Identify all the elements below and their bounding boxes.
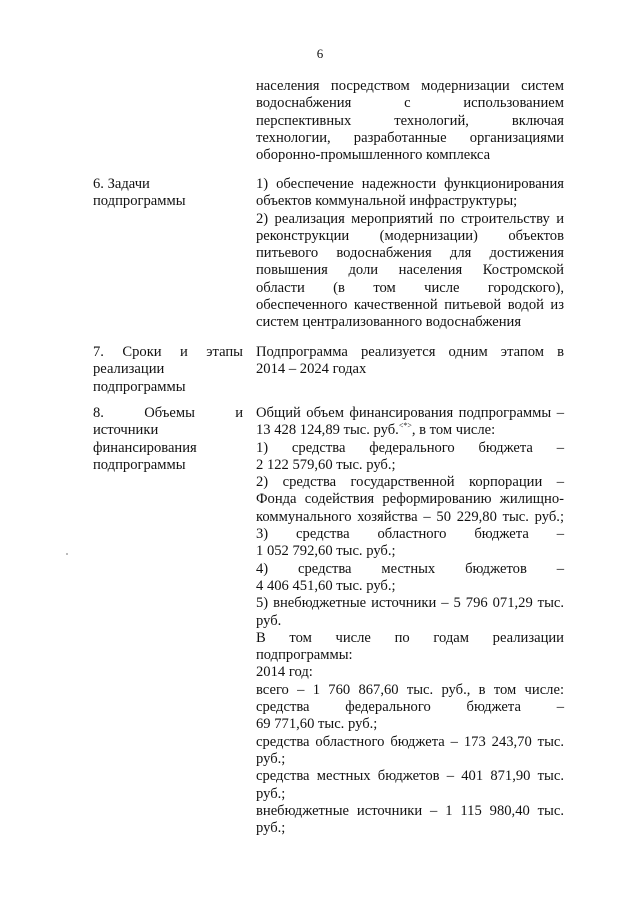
content-line — [256, 176, 564, 193]
content-text: 2014 год: — [256, 664, 313, 681]
content-text: средства областного бюджета – 173 243,70 тыс. — [256, 733, 564, 750]
content-text: 3) средства областного бюджета – — [256, 526, 564, 543]
label-text: 6. Задачи — [93, 176, 150, 192]
content-text: средства местных бюджетов – 401 871,90 тыс. — [256, 768, 564, 785]
content-line — [256, 786, 564, 803]
content-text: 13 428 124,89 тыс. руб. — [256, 422, 399, 439]
content-line — [256, 361, 564, 378]
label-line — [93, 176, 243, 193]
content-line — [256, 509, 564, 526]
content-line — [256, 613, 564, 630]
content-text: 4) средства местных бюджетов – — [256, 560, 564, 577]
content-text: Общий объем финансирования подпрограммы – — [256, 405, 564, 421]
content-line — [256, 768, 564, 785]
content-line — [256, 422, 564, 439]
content-line — [256, 130, 564, 147]
content-text: повышения доли населения Костромской — [256, 262, 564, 279]
content-line — [256, 113, 564, 130]
content-line — [256, 491, 564, 508]
content-line — [256, 314, 564, 331]
label-text: подпрограммы — [93, 193, 186, 210]
content-text: внебюджетные источники – 1 115 980,40 тыс. — [256, 802, 564, 819]
content-text-continuation: , в том числе: — [411, 422, 496, 439]
content-text: 1) средства федерального бюджета – — [256, 439, 564, 456]
content-line — [256, 578, 564, 595]
row-content — [256, 78, 564, 164]
content-text: объектов коммунальной инфраструктуры; — [256, 193, 518, 210]
content-line — [256, 820, 564, 837]
content-text: населения посредством модернизации систем — [256, 78, 564, 94]
content-text: питьевого водоснабжения для достижения — [256, 245, 564, 262]
content-line — [256, 245, 564, 262]
content-text: 1) обеспечение надежности функционирования — [256, 176, 564, 192]
row-label — [93, 176, 243, 211]
content-text: области (в том числе городского), — [256, 279, 564, 296]
content-line — [256, 147, 564, 164]
content-line — [256, 630, 564, 647]
label-text: подпрограммы — [93, 378, 186, 395]
content-text: подпрограммы: — [256, 647, 353, 664]
content-line — [256, 405, 564, 422]
row-label — [93, 405, 243, 474]
content-line — [256, 280, 564, 297]
content-line — [256, 457, 564, 474]
content-text: 4 406 451,60 тыс. руб.; — [256, 577, 396, 594]
content-text: руб.; — [256, 750, 286, 767]
content-line — [256, 699, 564, 716]
content-text: 2) реализация мероприятий по строительству и — [256, 210, 564, 227]
label-line — [93, 344, 243, 361]
row-content — [256, 176, 564, 332]
content-line — [256, 262, 564, 279]
label-text: финансирования — [93, 439, 197, 456]
content-line — [256, 526, 564, 543]
footnote-marker: <*> — [398, 421, 412, 431]
scan-speck — [66, 553, 68, 555]
label-line — [93, 457, 243, 474]
content-line — [256, 440, 564, 457]
content-line — [256, 751, 564, 768]
content-line — [256, 193, 564, 210]
content-text: реконструкции (модернизации) объектов — [256, 227, 564, 244]
content-text: водоснабжения с использованием — [256, 95, 564, 112]
label-line — [93, 440, 243, 457]
content-line — [256, 561, 564, 578]
content-line — [256, 682, 564, 699]
content-line — [256, 595, 564, 612]
content-line — [256, 543, 564, 560]
content-line — [256, 474, 564, 491]
label-line — [93, 422, 243, 439]
content-text: 2) средства государственной корпорации – — [256, 474, 564, 491]
label-line — [93, 379, 243, 396]
content-line — [256, 803, 564, 820]
content-line — [256, 78, 564, 95]
row-content — [256, 405, 564, 837]
label-line — [93, 405, 243, 422]
content-line — [256, 647, 564, 664]
content-text: руб. — [256, 612, 282, 629]
content-text: 69 771,60 тыс. руб.; — [256, 716, 378, 733]
content-line — [256, 664, 564, 681]
label-text: 8. Объемы и — [93, 405, 243, 421]
content-text: Подпрограмма реализуется одним этапом в — [256, 344, 564, 360]
content-line — [256, 95, 564, 112]
content-text: 5) внебюджетные источники – 5 796 071,29 тыс. — [256, 595, 564, 612]
row-label — [93, 344, 243, 396]
content-line — [256, 734, 564, 751]
content-line — [256, 297, 564, 314]
label-line — [93, 361, 243, 378]
label-line — [93, 193, 243, 210]
content-text: Фонда содействия реформированию жилищно- — [256, 491, 564, 508]
content-text: 1 052 792,60 тыс. руб.; — [256, 543, 396, 560]
content-text: перспективных технологий, включая — [256, 112, 564, 129]
label-text: реализации — [93, 361, 165, 378]
content-text: 2 122 579,60 тыс. руб.; — [256, 456, 396, 473]
label-text: 7. Сроки и этапы — [93, 344, 243, 360]
content-line — [256, 344, 564, 361]
content-text: коммунального хозяйства – 50 229,80 тыс. руб.; — [256, 508, 564, 525]
content-text: средства федерального бюджета – — [256, 699, 564, 716]
page-number: 6 — [316, 46, 324, 61]
content-text: 2014 – 2024 годах — [256, 361, 367, 378]
content-text: всего – 1 760 867,60 тыс. руб., в том числе: — [256, 681, 564, 698]
row-content — [256, 344, 564, 379]
label-text: подпрограммы — [93, 456, 186, 473]
content-text: В том числе по годам реализации — [256, 629, 564, 646]
content-text: руб.; — [256, 785, 286, 802]
content-text: руб.; — [256, 820, 286, 837]
content-text: оборонно-промышленного комплекса — [256, 147, 491, 164]
content-text: технологии, разработанные организациями — [256, 129, 564, 146]
label-text: источники — [93, 422, 159, 439]
content-line — [256, 211, 564, 228]
content-text: систем централизованного водоснабжения — [256, 314, 522, 331]
content-line — [256, 228, 564, 245]
content-text: обеспеченного качественной питьевой водой из — [256, 297, 564, 314]
content-line — [256, 716, 564, 733]
